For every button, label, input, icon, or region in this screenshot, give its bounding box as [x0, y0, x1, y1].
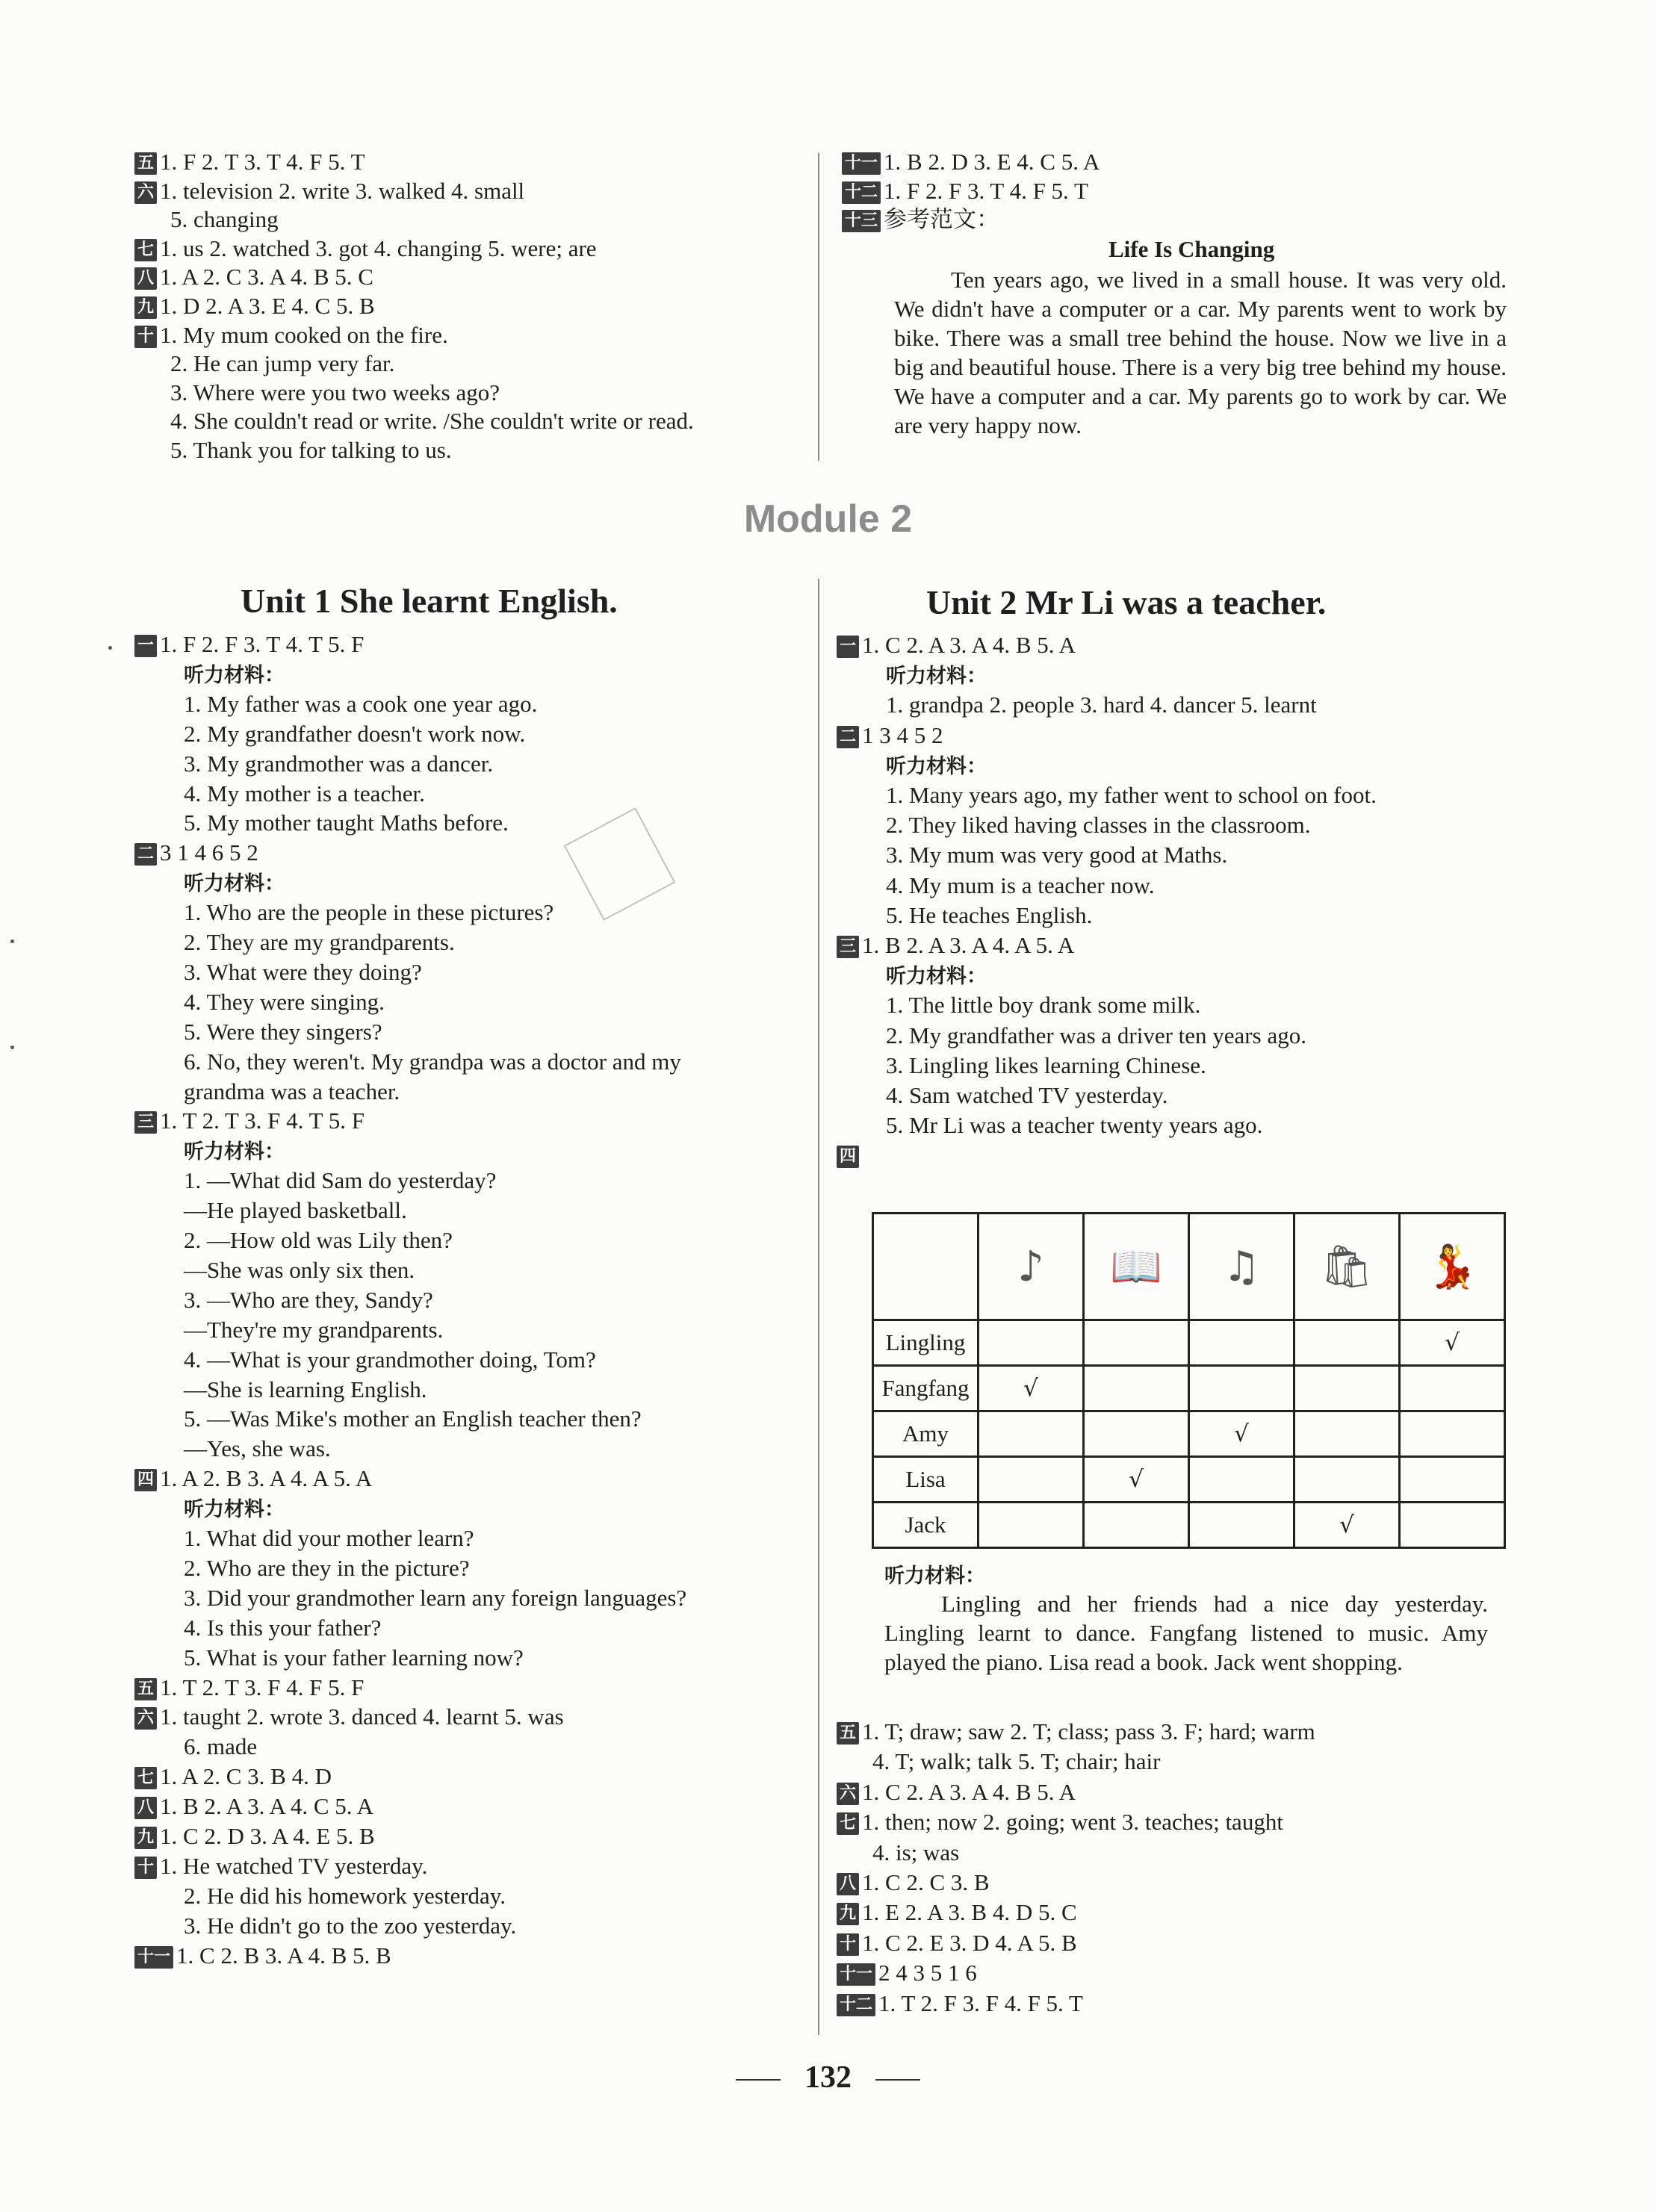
answer-text: 1. F 2. T 3. T 4. F 5. T: [160, 149, 365, 175]
empty-cell: [1189, 1457, 1294, 1503]
answer-line: [837, 1718, 1315, 1746]
answer-text: 5. My mother taught Maths before.: [184, 810, 509, 836]
section-number-badge: 十一: [134, 1946, 173, 1969]
answer-text: —She was only six then.: [184, 1256, 415, 1283]
answer-text: 1. What did your mother learn?: [184, 1525, 474, 1551]
answer-text: —They're my grandparents.: [184, 1316, 444, 1343]
scan-dot: [108, 646, 112, 650]
table-row: [873, 1411, 1505, 1457]
scan-dot: [10, 939, 14, 943]
answer-line: [134, 1464, 372, 1493]
section-number-badge: 五: [134, 1678, 157, 1700]
section-number-badge: 九: [134, 296, 157, 319]
answer-text: 1. E 2. A 3. B 4. D 5. C: [862, 1899, 1077, 1926]
answer-text: 6. No, they weren't. My grandpa was a doctor and my: [184, 1048, 681, 1075]
empty-cell: [979, 1457, 1084, 1503]
answer-text: 2. My grandfather was a driver ten years ago.: [886, 1022, 1306, 1048]
answer-line: [886, 781, 1377, 810]
answer-text: 1. T 2. F 3. F 4. F 5. T: [878, 1989, 1083, 2016]
answer-text: 1. —What did Sam do yesterday?: [184, 1167, 497, 1194]
answer-text: 1. The little boy drank some milk.: [886, 992, 1201, 1019]
answer-text: 1. My mum cooked on the fire.: [160, 321, 448, 348]
answer-line: [170, 205, 279, 234]
answer-line: [134, 263, 373, 291]
answer-text: 5. Were they singers?: [184, 1018, 382, 1045]
answer-line: [184, 690, 537, 718]
table-row: [873, 1320, 1505, 1366]
answer-text: 1. C 2. C 3. B: [862, 1869, 990, 1895]
answer-text: 1 3 4 5 2: [862, 721, 943, 748]
answer-text: —She is learning English.: [184, 1376, 427, 1402]
essay-title: Life Is Changing: [1108, 236, 1275, 262]
answer-text: 1. B 2. A 3. A 4. A 5. A: [862, 932, 1075, 958]
answer-line: [134, 1792, 373, 1821]
answer-line: [170, 436, 452, 465]
answer-text: 1. C 2. A 3. A 4. B 5. A: [862, 1778, 1076, 1805]
answer-line: [837, 1778, 1076, 1806]
answer-text: 4. My mum is a teacher now.: [886, 872, 1155, 898]
answer-text: 2. He can jump very far.: [170, 350, 395, 377]
answer-line: [184, 750, 493, 778]
listening-text: Lingling and her friends had a nice day yesterday. Lingling learnt to dance. Fangfang listened to music. Amy played the piano. Lisa read a book. Jack went shopping.: [884, 1591, 1488, 1675]
answer-line: [886, 901, 1092, 930]
answer-line: [837, 631, 1076, 659]
answer-text: 3. He didn't go to the zoo yesterday.: [184, 1912, 517, 1939]
listening-label: [886, 661, 987, 691]
answer-text: 4. Sam watched TV yesterday.: [886, 1082, 1168, 1108]
answer-line: [842, 177, 1088, 205]
section-number-badge: 七: [134, 1767, 157, 1789]
answer-line: [170, 379, 500, 407]
answer-text: 4. Is this your father?: [184, 1614, 382, 1641]
answer-line: [886, 1081, 1167, 1110]
label-text: 听力材料：: [184, 872, 285, 896]
section-number-badge: 十二: [842, 181, 881, 204]
answer-line: [184, 1226, 453, 1255]
table-row: [873, 1503, 1505, 1548]
check-mark-cell: √: [979, 1366, 1084, 1411]
top-column-divider: [818, 153, 819, 461]
empty-cell: [1189, 1503, 1294, 1548]
section-number-badge: 三: [134, 1111, 157, 1134]
answer-line: [134, 1762, 332, 1791]
answer-text: 1. C 2. D 3. A 4. E 5. B: [160, 1823, 375, 1849]
section-number-badge: 十三: [842, 210, 881, 232]
empty-cell: [1294, 1411, 1400, 1457]
answer-line: [837, 1959, 977, 1987]
answer-line: [184, 958, 422, 987]
check-mark-cell: √: [1084, 1457, 1189, 1503]
empty-cell: [1084, 1411, 1189, 1457]
answer-line: [886, 1051, 1206, 1080]
answer-text: 2. They liked having classes in the classroom.: [886, 812, 1311, 839]
scan-dot: [10, 1046, 14, 1049]
empty-cell: [1294, 1320, 1400, 1366]
section-number-badge: 六: [134, 181, 157, 204]
answer-line: [184, 1584, 686, 1612]
answer-line: [184, 1733, 257, 1761]
answer-line: [134, 630, 364, 659]
label-text: 听力材料：: [184, 1140, 285, 1164]
label-text: 听力材料：: [184, 663, 285, 687]
module-title: Module 2: [743, 497, 913, 541]
section-number-badge: 七: [837, 1812, 859, 1835]
answer-text: 5. changing: [170, 206, 279, 233]
answer-line: [184, 1435, 331, 1463]
answer-text: 1. C 2. B 3. A 4. B 5. B: [176, 1942, 391, 1969]
answer-text: 1. T; draw; saw 2. T; class; pass 3. F; hard; warm: [862, 1718, 1315, 1745]
answer-text: grandma was a teacher.: [184, 1078, 400, 1105]
empty-cell: [1189, 1320, 1294, 1366]
answer-line: [184, 1524, 474, 1553]
answer-text: 1. grandpa 2. people 3. hard 4. dancer 5. learnt: [886, 692, 1317, 718]
answer-text: 3. What were they doing?: [184, 958, 422, 985]
empty-cell: [979, 1320, 1084, 1366]
empty-cell: [1400, 1503, 1505, 1548]
answer-text: 2 4 3 5 1 6: [878, 1960, 977, 1986]
answer-text: —He played basketball.: [184, 1197, 407, 1224]
answer-text: 2. He did his homework yesterday.: [184, 1882, 506, 1909]
answer-line: [134, 839, 258, 867]
answer-text: 1. C 2. E 3. D 4. A 5. B: [862, 1929, 1077, 1956]
answer-text: 1. D 2. A 3. E 4. C 5. B: [160, 293, 375, 319]
unit2-title: Unit 2 Mr Li was a teacher.: [926, 583, 1327, 621]
answer-line: [842, 205, 999, 234]
answer-text: 3. My mum was very good at Maths.: [886, 842, 1228, 869]
answer-line: [184, 928, 455, 957]
answer-line: [184, 1554, 469, 1582]
answer-line: [184, 1405, 642, 1433]
answer-line: [184, 1196, 407, 1225]
answer-text: 3. Did your grandmother learn any foreign languages?: [184, 1584, 687, 1611]
answer-line: [184, 720, 525, 748]
answer-text: 1. He watched TV yesterday.: [160, 1852, 428, 1879]
label-text: 听力材料：: [184, 1498, 285, 1522]
section-number-badge: 六: [837, 1783, 859, 1805]
answer-text: 1. F 2. F 3. T 4. T 5. F: [160, 631, 365, 657]
row-name: Lisa: [873, 1457, 979, 1503]
listening-label: [184, 1137, 285, 1166]
section-number-badge: 八: [837, 1873, 859, 1895]
section-number-badge: 八: [134, 1797, 157, 1819]
answer-line: [872, 1747, 1160, 1776]
empty-cell: [1084, 1366, 1189, 1411]
answer-text: 4. My mother is a teacher.: [184, 780, 425, 807]
answer-line: [184, 1256, 415, 1284]
listening-label: [184, 660, 285, 690]
answer-text: 2. Who are they in the picture?: [184, 1554, 470, 1581]
empty-cell: [1400, 1411, 1505, 1457]
section-number-badge: 五: [837, 1722, 859, 1745]
answer-line: [837, 1929, 1077, 1957]
section-number-badge: 七: [134, 239, 157, 261]
listening-label: 听力材料：: [884, 1565, 985, 1588]
table-corner-cell: [873, 1214, 979, 1320]
section-number-badge: 十二: [837, 1994, 875, 2016]
answer-line: [886, 841, 1227, 869]
section-number-badge: 十: [134, 326, 157, 348]
answer-line: [886, 872, 1155, 900]
shopping-picture: 🛍: [1294, 1214, 1400, 1320]
section-number-badge: 一: [837, 636, 859, 658]
listening-label: [886, 961, 987, 991]
answer-line: [170, 407, 694, 435]
answer-text: 1. then; now 2. going; went 3. teaches; taught: [862, 1809, 1283, 1836]
answer-text: 4. They were singing.: [184, 988, 385, 1015]
answer-text: 4. is; was: [872, 1839, 960, 1865]
answer-text: 1. us 2. watched 3. got 4. changing 5. were; are: [160, 234, 597, 261]
answer-line: [837, 931, 1074, 960]
answer-text: 1. Many years ago, my father went to school on foot.: [886, 782, 1377, 808]
answer-line: [184, 1078, 400, 1106]
section-number-badge: 九: [134, 1827, 157, 1849]
answer-text: 4. —What is your grandmother doing, Tom?: [184, 1346, 596, 1373]
section-number-badge: 十一: [842, 152, 881, 175]
section-number-badge: 一: [134, 635, 157, 657]
answer-line: [837, 1898, 1077, 1927]
section-number-badge: 八: [134, 267, 157, 290]
answer-text: 1. A 2. C 3. B 4. D: [160, 1763, 332, 1790]
activity-table: [872, 1212, 1506, 1549]
answer-text: 4. T; walk; talk 5. T; chair; hair: [872, 1748, 1161, 1775]
answer-line: [842, 148, 1100, 176]
answer-text: 1. taught 2. wrote 3. danced 4. learnt 5. was: [160, 1703, 564, 1730]
empty-cell: [1084, 1320, 1189, 1366]
row-name: Jack: [873, 1503, 979, 1548]
answer-line: [872, 1839, 959, 1867]
answer-text: 1. T 2. T 3. F 4. T 5. F: [160, 1107, 365, 1134]
answer-text: 1. C 2. A 3. A 4. B 5. A: [862, 632, 1076, 658]
empty-cell: [1400, 1366, 1505, 1411]
empty-cell: [1400, 1457, 1505, 1503]
table-row: [873, 1457, 1505, 1503]
answer-text: 6. made: [184, 1733, 258, 1760]
answer-line: [886, 1111, 1262, 1140]
answer-line: [184, 988, 385, 1016]
answer-text: 3. —Who are they, Sandy?: [184, 1286, 433, 1313]
answer-text: 5. He teaches English.: [886, 901, 1093, 928]
section-number-badge: 十: [837, 1933, 859, 1956]
answer-line: [134, 321, 448, 349]
answer-text: 1. Who are the people in these pictures?: [184, 899, 554, 926]
answer-line: [184, 898, 553, 927]
answer-line: [170, 349, 394, 378]
empty-cell: [1294, 1366, 1400, 1411]
answer-line: [837, 1808, 1283, 1836]
answer-line: [886, 811, 1311, 839]
dancing-picture: 💃: [1400, 1214, 1505, 1320]
answer-line: [184, 1018, 382, 1046]
answer-text: 2. They are my grandparents.: [184, 929, 455, 955]
section-number-badge: 六: [134, 1707, 157, 1730]
section-number-badge: 九: [837, 1903, 859, 1925]
listening-label: [184, 869, 285, 898]
answer-text: 1. B 2. A 3. A 4. C 5. A: [160, 1793, 373, 1820]
answer-line: [134, 148, 365, 176]
answer-line: [837, 1868, 990, 1897]
page-number-text: 132: [804, 2060, 852, 2095]
check-mark-cell: √: [1189, 1411, 1294, 1457]
answer-line: [184, 1346, 596, 1374]
answer-line: [837, 1989, 1083, 2018]
answer-line: [184, 1316, 443, 1344]
answer-line: [837, 721, 943, 750]
answer-line: [184, 1912, 516, 1940]
section-number-badge: 五: [134, 152, 157, 175]
answer-line: [134, 1674, 364, 1702]
empty-cell: [1189, 1366, 1294, 1411]
row-name: Amy: [873, 1411, 979, 1457]
music-picture: ♪: [979, 1214, 1084, 1320]
empty-cell: [1084, 1503, 1189, 1548]
answer-line: [134, 1822, 375, 1851]
section-number-badge: 十: [134, 1857, 157, 1879]
answer-text: 5. What is your father learning now?: [184, 1644, 524, 1671]
answer-line: [184, 780, 425, 808]
answer-text: 2. My grandfather doesn't work now.: [184, 720, 526, 747]
page-number: [0, 2060, 1656, 2096]
answer-line: [184, 1882, 506, 1910]
answer-line: [134, 1703, 564, 1731]
answer-line: [184, 1166, 496, 1195]
answer-line: [134, 234, 597, 263]
answer-text: 1. B 2. D 3. E 4. C 5. A: [884, 149, 1100, 175]
answer-text: 1. My father was a cook one year ago.: [184, 690, 538, 717]
empty-cell: [1294, 1457, 1400, 1503]
section-number-badge: 十一: [837, 1963, 875, 1986]
label-text: 听力材料：: [886, 754, 987, 778]
label-text: 听力材料：: [886, 965, 987, 989]
answer-text: 1. television 2. write 3. walked 4. small: [160, 177, 525, 204]
listening-label: [184, 1494, 285, 1524]
faint-stamp-mark: [564, 807, 676, 921]
answer-text: 5. Mr Li was a teacher twenty years ago.: [886, 1112, 1263, 1139]
table-row: [873, 1366, 1505, 1411]
section-number-badge: 四: [134, 1469, 157, 1491]
listening-label: [886, 751, 987, 781]
answer-text: 1. A 2. C 3. A 4. B 5. C: [160, 264, 373, 291]
answer-text: —Yes, she was.: [184, 1435, 331, 1462]
row-name: Lingling: [873, 1320, 979, 1366]
check-mark-cell: √: [1294, 1503, 1400, 1548]
answer-line: [837, 1141, 862, 1169]
answer-text: 3. Lingling likes learning Chinese.: [886, 1051, 1206, 1078]
piano-picture: ♫: [1189, 1214, 1294, 1320]
unit1-title: Unit 1 She learnt English.: [241, 582, 618, 620]
answer-line: [134, 1852, 427, 1880]
check-mark-cell: √: [1400, 1320, 1505, 1366]
section-number-badge: 三: [837, 936, 859, 958]
answer-text: 3. My grandmother was a dancer.: [184, 750, 494, 777]
section-number-badge: 二: [134, 843, 157, 866]
answer-line: [886, 691, 1317, 719]
row-name: Fangfang: [873, 1366, 979, 1411]
essay-text: Ten years ago, we lived in a small house. It was very old. We didn't have a computer or a car. My parents went to work by bike. There was a small tree behind the house. Now we live in a big and beautiful house. There is a very big tree behind my house. We have a computer and a car. My parents go to work by car. We are very happy now.: [894, 267, 1507, 438]
empty-cell: [979, 1503, 1084, 1548]
answer-line: [184, 1376, 427, 1404]
answer-line: [134, 292, 375, 320]
answer-text: 1. T 2. T 3. F 4. F 5. F: [160, 1674, 365, 1700]
answer-line: [184, 809, 509, 837]
section-number-badge: 四: [837, 1146, 859, 1168]
section-number-badge: 二: [837, 726, 859, 748]
answer-line: [184, 1644, 524, 1672]
answer-line: [184, 1048, 681, 1076]
answer-line: [184, 1614, 381, 1642]
answer-text: 1. F 2. F 3. T 4. F 5. T: [884, 177, 1088, 204]
answer-line: [886, 991, 1200, 1019]
answer-line: [134, 1942, 391, 1970]
answer-text: 2. —How old was Lily then?: [184, 1227, 453, 1253]
answer-text: 5. Thank you for talking to us.: [170, 437, 452, 463]
answer-line: [184, 1286, 433, 1314]
answer-line: [134, 177, 524, 205]
answer-text: 1. A 2. B 3. A 4. A 5. A: [160, 1465, 373, 1492]
answer-text: 参考范文：: [884, 206, 1000, 233]
bottom-column-divider: [818, 579, 819, 2035]
answer-text: 4. She couldn't read or write. /She couldn't write or read.: [170, 408, 694, 435]
answer-text: 5. —Was Mike's mother an English teacher then?: [184, 1405, 642, 1432]
answer-line: [886, 1022, 1306, 1050]
empty-cell: [979, 1411, 1084, 1457]
answer-text: 3. Where were you two weeks ago?: [170, 379, 500, 406]
reading-picture: 📖: [1084, 1214, 1189, 1320]
answer-line: [134, 1107, 365, 1135]
answer-text: 3 1 4 6 5 2: [160, 839, 258, 866]
label-text: 听力材料：: [886, 665, 987, 689]
